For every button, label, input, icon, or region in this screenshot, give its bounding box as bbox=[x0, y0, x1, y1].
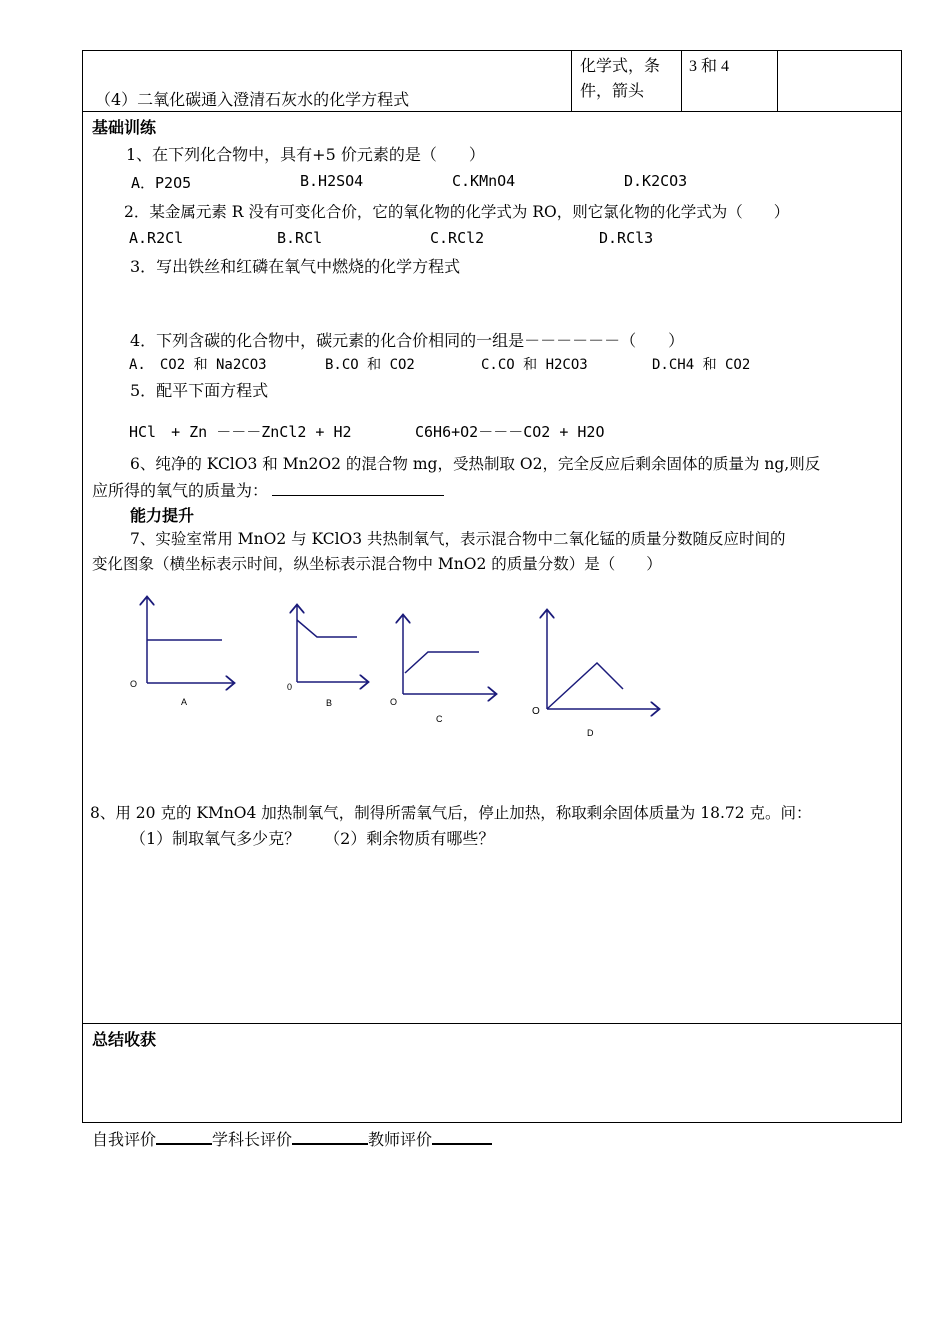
graph-d-label: D bbox=[587, 728, 594, 738]
q8-line2: （1）制取氧气多少克？ （2）剩余物质有哪些？ bbox=[130, 829, 495, 848]
header-col-divider-1 bbox=[571, 50, 572, 111]
q6-line2-text: 应所得的氧气的质量为： bbox=[92, 481, 269, 500]
graph-b-origin: 0 bbox=[287, 682, 293, 692]
summary-top-border bbox=[82, 1023, 902, 1024]
q2-option-a: A.R2Cl bbox=[129, 229, 184, 247]
leader-evaluation-blank[interactable] bbox=[292, 1129, 368, 1145]
q2-option-d: D.RCl3 bbox=[599, 229, 654, 247]
teacher-evaluation-blank[interactable] bbox=[432, 1129, 492, 1145]
graph-d-origin: O bbox=[532, 706, 540, 717]
advanced-heading: 能力提升 bbox=[130, 506, 195, 525]
graph-d-curve bbox=[547, 663, 623, 709]
criteria-text-line2: 件，箭头 bbox=[580, 81, 645, 100]
teacher-evaluation-label: 教师评价 bbox=[368, 1130, 433, 1149]
q5-equation-2: C6H6+O2－－－CO2 + H2O bbox=[415, 423, 605, 441]
graph-a bbox=[120, 590, 240, 700]
question-4-text: （4）二氧化碳通入澄清石灰水的化学方程式 bbox=[95, 90, 410, 109]
q2-stem: 2．某金属元素 R 没有可变化合价，它的氧化物的化学式为 RO，则它氯化物的化学式为（ ） bbox=[124, 203, 790, 221]
q1-option-c: C.KMnO4 bbox=[452, 172, 516, 190]
graph-c bbox=[395, 610, 500, 710]
leader-evaluation-label: 学科长评价 bbox=[212, 1130, 293, 1149]
table-bottom-border bbox=[82, 1122, 902, 1123]
q4-stem: 4．下列含碳的化合物中，碳元素的化合价相同的一组是－－－－－－（ ） bbox=[130, 331, 685, 350]
criteria-text-line1: 化学式，条 bbox=[580, 56, 661, 75]
score-text: 3 和 4 bbox=[689, 58, 730, 75]
q7-line2: 变化图象（横坐标表示时间，纵坐标表示混合物中 MnO2 的质量分数）是（ ） bbox=[92, 555, 662, 573]
graph-c-origin: O bbox=[390, 697, 398, 707]
q5-stem: 5．配平下面方程式 bbox=[130, 381, 269, 400]
q2-option-b: B.RCl bbox=[277, 229, 323, 247]
self-evaluation-blank[interactable] bbox=[156, 1129, 212, 1145]
q6-answer-blank[interactable] bbox=[272, 481, 444, 496]
q7-line1: 7、实验室常用 MnO2 与 KClO3 共热制氧气，表示混合物中二氧化锰的质量分数随反应时间的 bbox=[130, 530, 786, 548]
q4-option-b: B.CO 和 CO2 bbox=[325, 357, 415, 373]
q8-line1: 8、用 20 克的 KMnO4 加热制氧气，制得所需氧气后，停止加热，称取剩余固体质量为 18.72 克。问： bbox=[90, 804, 812, 822]
header-col-divider-3 bbox=[777, 50, 778, 111]
q1-stem: 1、在下列化合物中，具有+5 价元素的是（ ） bbox=[126, 145, 485, 164]
graph-b-curve bbox=[297, 620, 357, 637]
evaluation-footer bbox=[92, 1127, 492, 1150]
q3-stem: 3．写出铁丝和红磷在氧气中燃烧的化学方程式 bbox=[130, 257, 461, 276]
q6-line2 bbox=[92, 478, 444, 501]
basic-training-heading: 基础训练 bbox=[92, 118, 157, 137]
q2-option-c: C.RCl2 bbox=[430, 229, 485, 247]
graph-c-label: C bbox=[436, 714, 443, 724]
graph-c-curve bbox=[405, 652, 479, 673]
graph-a-origin: O bbox=[130, 679, 138, 689]
graph-b-label: B bbox=[326, 698, 333, 708]
table-left-border bbox=[82, 50, 83, 1123]
q1-option-b: B.H2SO4 bbox=[300, 172, 364, 190]
table-right-border bbox=[901, 50, 902, 1123]
q4-option-d: D.CH4 和 CO2 bbox=[652, 357, 751, 373]
header-col-divider-2 bbox=[681, 50, 682, 111]
q1-option-d: D.K2CO3 bbox=[624, 172, 688, 190]
table-top-border bbox=[82, 50, 902, 51]
q6-line1: 6、纯净的 KClO3 和 Mn2O2 的混合物 mg，受热制取 O2，完全反应后剩余固体的质量为 ng,则反 bbox=[130, 455, 821, 473]
q5-equation-1: HCl + Zn －－－ZnCl2 + H2 bbox=[129, 423, 352, 441]
summary-heading: 总结收获 bbox=[92, 1030, 157, 1049]
graph-a-label: A bbox=[181, 697, 188, 707]
graph-d bbox=[540, 605, 665, 720]
header-row-bottom-border bbox=[82, 111, 902, 112]
q1-option-a: A．P2O5 bbox=[131, 174, 192, 192]
self-evaluation-label: 自我评价 bbox=[92, 1130, 157, 1149]
q4-option-c: C.CO 和 H2CO3 bbox=[481, 357, 588, 373]
q4-option-a: A. CO2 和 Na2CO3 bbox=[129, 357, 267, 373]
graph-b bbox=[290, 600, 370, 690]
